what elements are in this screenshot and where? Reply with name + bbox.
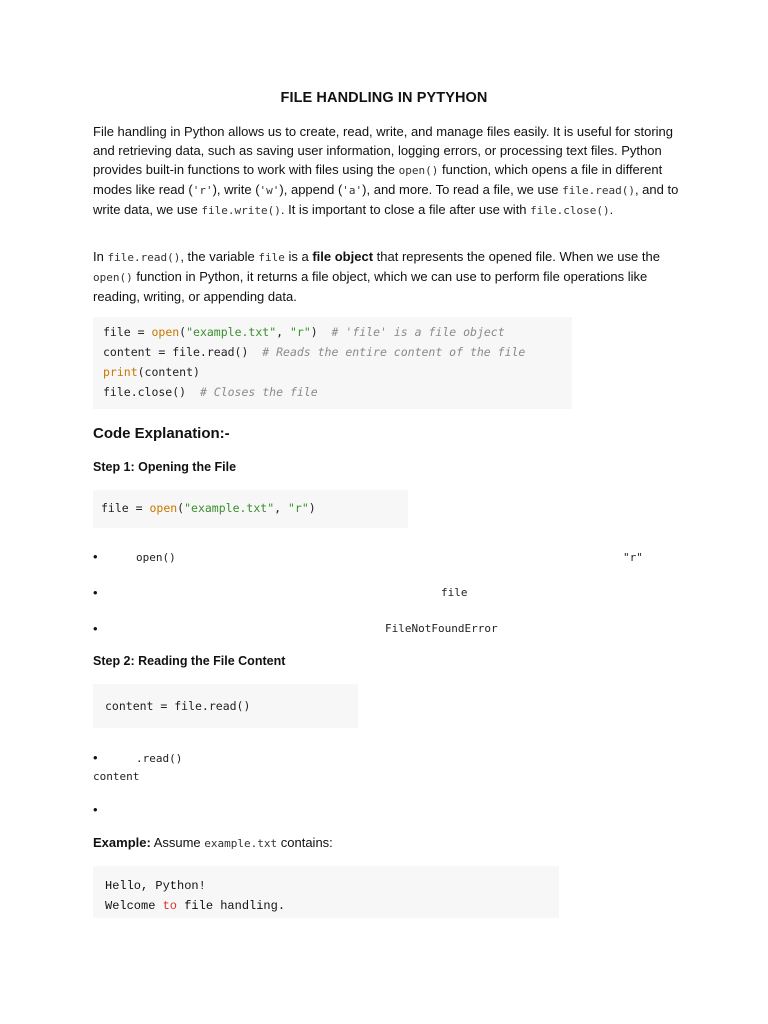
inline-code: 'a' xyxy=(342,184,363,197)
inline-code: open() xyxy=(93,271,133,284)
inline-code: 'r' xyxy=(192,184,213,197)
section-heading: Code Explanation:- xyxy=(93,425,230,442)
step-1-heading: Step 1: Opening the File xyxy=(93,460,237,474)
text: is a xyxy=(284,249,313,264)
inline-code: 'w' xyxy=(259,184,280,197)
text: function in Python, it returns a file object, which we can use to perform file operations like reading, writing, or appending data. xyxy=(93,269,648,304)
code-block-full xyxy=(93,317,572,409)
bold-text: file object xyxy=(312,249,374,264)
step-2-heading: Step 2: Reading the File Content xyxy=(93,654,286,668)
code-string: "example.txt" xyxy=(184,501,275,515)
code-line xyxy=(105,899,285,913)
bullet-marker: • xyxy=(93,549,98,564)
code-line xyxy=(101,501,316,515)
text: File handling in Python allows us to create, read, write, and manage files easily. It is useful for storing and retrieving data, such as saving user information, logging errors, or processing text files. Python provides built-in functions to work with files using the xyxy=(93,124,673,177)
code-string: "r" xyxy=(289,325,311,339)
code-line xyxy=(103,365,200,379)
inline-code: file.close() xyxy=(530,204,610,217)
text: . xyxy=(609,202,614,217)
code-text: ( xyxy=(177,501,185,515)
example-line xyxy=(93,835,333,850)
inline-code: content xyxy=(93,770,140,783)
code-block-step-1 xyxy=(93,490,408,528)
inline-code: file.read() xyxy=(562,184,635,197)
file-object-paragraph xyxy=(93,247,683,306)
code-text: ( xyxy=(179,325,187,339)
code-keyword: open xyxy=(151,325,180,339)
text: , and to write data, we use xyxy=(93,182,679,217)
code-line: content = file.read() xyxy=(105,699,251,713)
code-text: , xyxy=(274,501,288,515)
page-title: FILE HANDLING IN PYTYHON xyxy=(280,90,488,106)
inline-code: .read() xyxy=(136,752,183,765)
code-comment: # Reads the entire content of the file xyxy=(262,345,526,359)
code-keyword: to xyxy=(162,899,178,913)
bullet-marker: • xyxy=(93,621,98,636)
bullet-marker: • xyxy=(93,802,98,817)
code-keyword: open xyxy=(149,501,178,515)
example-label: Example: xyxy=(93,835,151,850)
code-text: file = xyxy=(103,325,152,339)
code-text: Welcome xyxy=(105,899,163,913)
inline-code: open() xyxy=(136,551,176,564)
inline-code: example.txt xyxy=(204,837,278,850)
code-comment: # Closes the file xyxy=(199,385,318,399)
code-line xyxy=(103,345,525,359)
code-text: file = xyxy=(101,501,150,515)
inline-code: open() xyxy=(398,164,439,177)
text: that represents the opened file. When we use the xyxy=(373,249,660,264)
inline-code: file xyxy=(441,586,468,599)
example-file-contents-block xyxy=(93,866,559,918)
bullet-marker: • xyxy=(93,585,98,600)
inline-code: file.write() xyxy=(201,204,281,217)
inline-code: "r" xyxy=(623,551,643,564)
text: Assume xyxy=(150,835,205,850)
text: , the variable xyxy=(180,249,259,264)
code-line xyxy=(103,325,505,339)
text: . It is important to close a file after use with xyxy=(280,202,531,217)
inline-code: file xyxy=(258,251,285,264)
code-line: Hello, Python! xyxy=(105,879,206,893)
text: contains: xyxy=(277,835,333,850)
code-text: (content) xyxy=(137,365,200,379)
text: ), append ( xyxy=(279,182,343,197)
inline-code: FileNotFoundError xyxy=(385,622,498,635)
code-text: ) xyxy=(310,325,332,339)
code-line xyxy=(103,385,318,399)
code-text: file handling. xyxy=(177,899,286,913)
code-comment: # 'file' is a file object xyxy=(331,325,505,339)
text: ), write ( xyxy=(212,182,260,197)
text: ), and more. To read a file, we use xyxy=(362,182,563,197)
code-string: "r" xyxy=(287,501,309,515)
text: function, which opens a file in different modes like read ( xyxy=(93,162,663,197)
code-text: content = file.read() xyxy=(103,345,263,359)
code-text: , xyxy=(276,325,290,339)
code-block-step-2 xyxy=(93,684,358,728)
intro-paragraph xyxy=(93,122,683,220)
text: In xyxy=(93,249,108,264)
inline-code: file.read() xyxy=(107,251,181,264)
code-string: "example.txt" xyxy=(186,325,277,339)
code-text: ) xyxy=(308,501,316,515)
code-keyword: print xyxy=(103,365,138,379)
bullet-marker: • xyxy=(93,750,98,765)
code-text: file.close() xyxy=(103,385,200,399)
